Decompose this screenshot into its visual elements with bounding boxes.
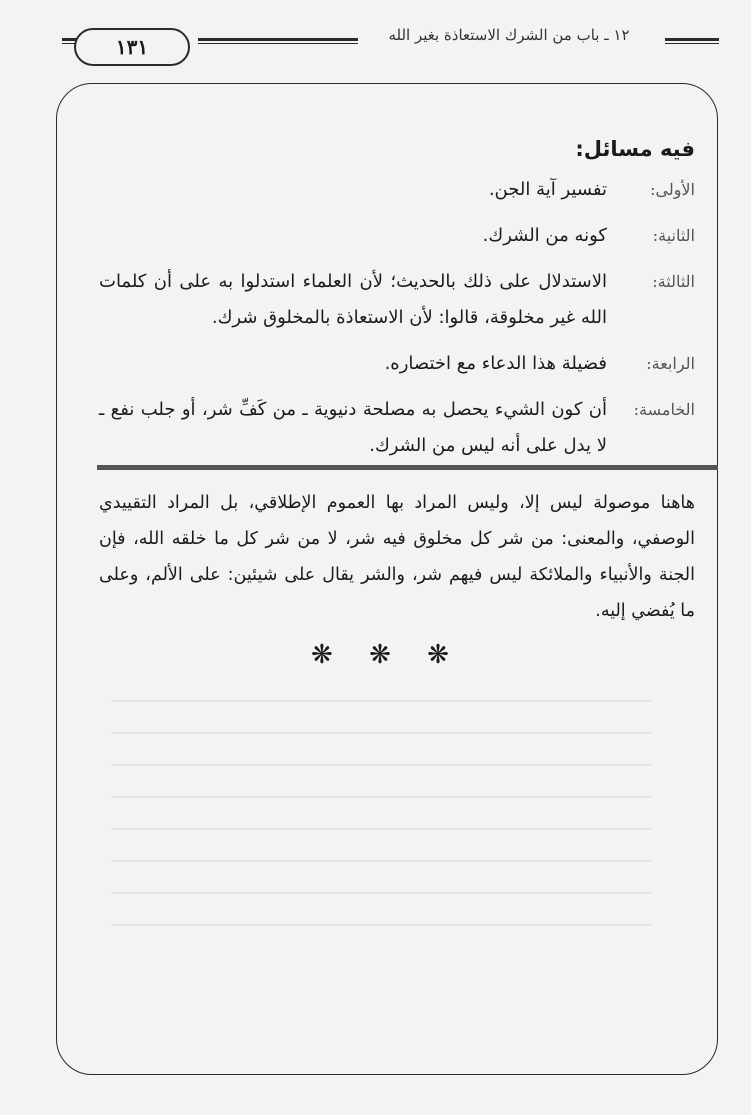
issue-item xyxy=(99,346,695,382)
issue-label: الرابعة: xyxy=(646,354,695,373)
issue-label: الثالثة: xyxy=(652,272,695,291)
issue-text: تفسير آية الجن. xyxy=(488,179,607,200)
page-number: ١٣١ xyxy=(74,28,190,66)
issue-item xyxy=(99,264,695,336)
header-rule-middle xyxy=(198,38,358,44)
footnote-divider xyxy=(97,465,718,470)
issue-text: فضيلة هذا الدعاء مع اختصاره. xyxy=(384,353,607,374)
issue-item xyxy=(99,392,695,464)
issue-text: الاستدلال على ذلك بالحديث؛ لأن العلماء استدلوا به على أن كلمات الله غير مخلوقة، قالوا: لأن الاستعاذة بالمخلوق شرك. xyxy=(99,271,607,328)
issues-section xyxy=(99,132,695,474)
issue-text: أن كون الشيء يحصل به مصلحة دنيوية ـ من كَفِّ شر، أو جلب نفع ـ لا يدل على أنه ليس من الشرك. xyxy=(99,399,607,456)
ornament-stars: ❋ ❋ ❋ xyxy=(311,640,463,670)
issues-heading: فيه مسائل: xyxy=(575,137,695,161)
issue-label: الثانية: xyxy=(652,226,695,245)
issue-item xyxy=(99,218,695,254)
header-rule-right xyxy=(665,38,719,44)
footnote-text: هاهنا موصولة ليس إلا، وليس المراد بها العموم الإطلاقي، بل المراد التقييدي الوصفي، والمعنى: من شر كل مخلوق فيه شر، لا من شر كل ما خلقه الله، فإن الجنة والأنبياء والملائكة ليس فيهم شر، والشر يقال على شيئين: على الألم، وعلى ما يُفضي إليه. xyxy=(99,493,695,621)
issue-label: الخامسة: xyxy=(633,400,695,419)
issue-text: كونه من الشرك. xyxy=(482,225,607,246)
issue-label: الأولى: xyxy=(650,180,695,199)
running-title: ١٢ ـ باب من الشرك الاستعاذة بغير الله xyxy=(359,26,659,44)
bleed-through-shadow xyxy=(111,700,651,950)
page-header xyxy=(0,0,751,75)
issue-item xyxy=(99,172,695,208)
